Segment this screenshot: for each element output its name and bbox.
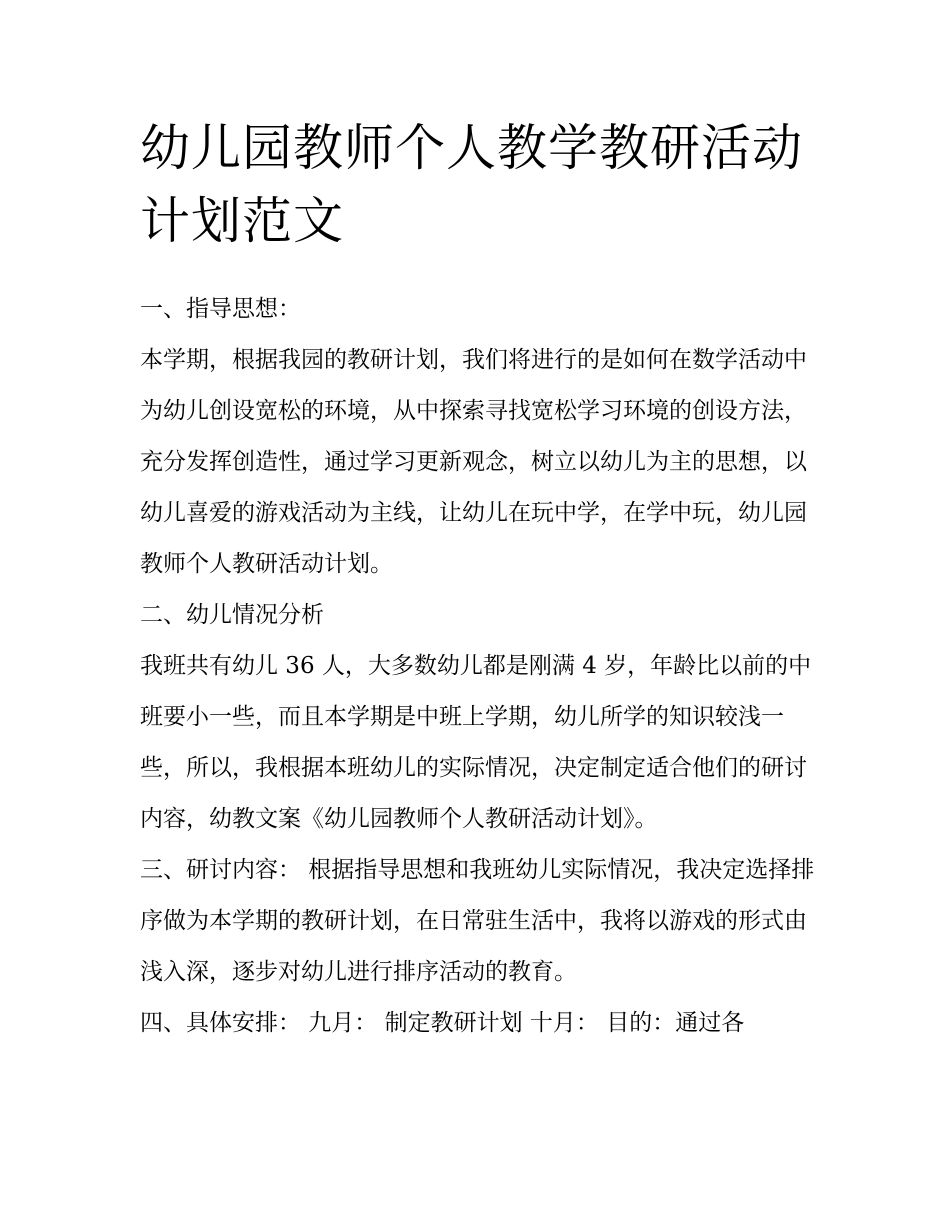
heading-child-analysis: 二、幼儿情况分析: [140, 602, 324, 628]
paragraph-research-content: 三、研讨内容： 根据指导思想和我班幼儿实际情况，我决定选择排序做为本学期的教研计划，在日常驻生活中，我将以游戏的形式由浅入深，逐步对幼儿进行排序活动的教育。: [140, 857, 815, 985]
document-body: [140, 284, 820, 1049]
document-title: 幼儿园教师个人教学教研活动计划范文: [140, 119, 803, 250]
paragraph-guiding-thought: 本学期，根据我园的教研计划，我们将进行的是如何在数学活动中为幼儿创设宽松的环境，从中探索寻找宽松学习环境的创设方法，充分发挥创造性，通过学习更新观念，树立以幼儿为主的思想，以幼儿喜爱的游戏活动为主线，让幼儿在玩中学，在学中玩，幼儿园教师个人教研活动计划。: [140, 347, 807, 577]
heading-guiding-thought: 一、指导思想：: [140, 296, 301, 322]
paragraph-schedule: 四、具体安排： 九月： 制定教研计划 十月： 目的：通过各: [140, 1010, 745, 1036]
paragraph-child-analysis: 我班共有幼儿 36 人，大多数幼儿都是刚满 4 岁，年龄比以前的中班要小一些，而且本学期是中班上学期，幼儿所学的知识较浅一些，所以，我根据本班幼儿的实际情况，决定制定适合他们的研讨内容，幼教文案《幼儿园教师个人教研活动计划》。: [140, 653, 812, 832]
